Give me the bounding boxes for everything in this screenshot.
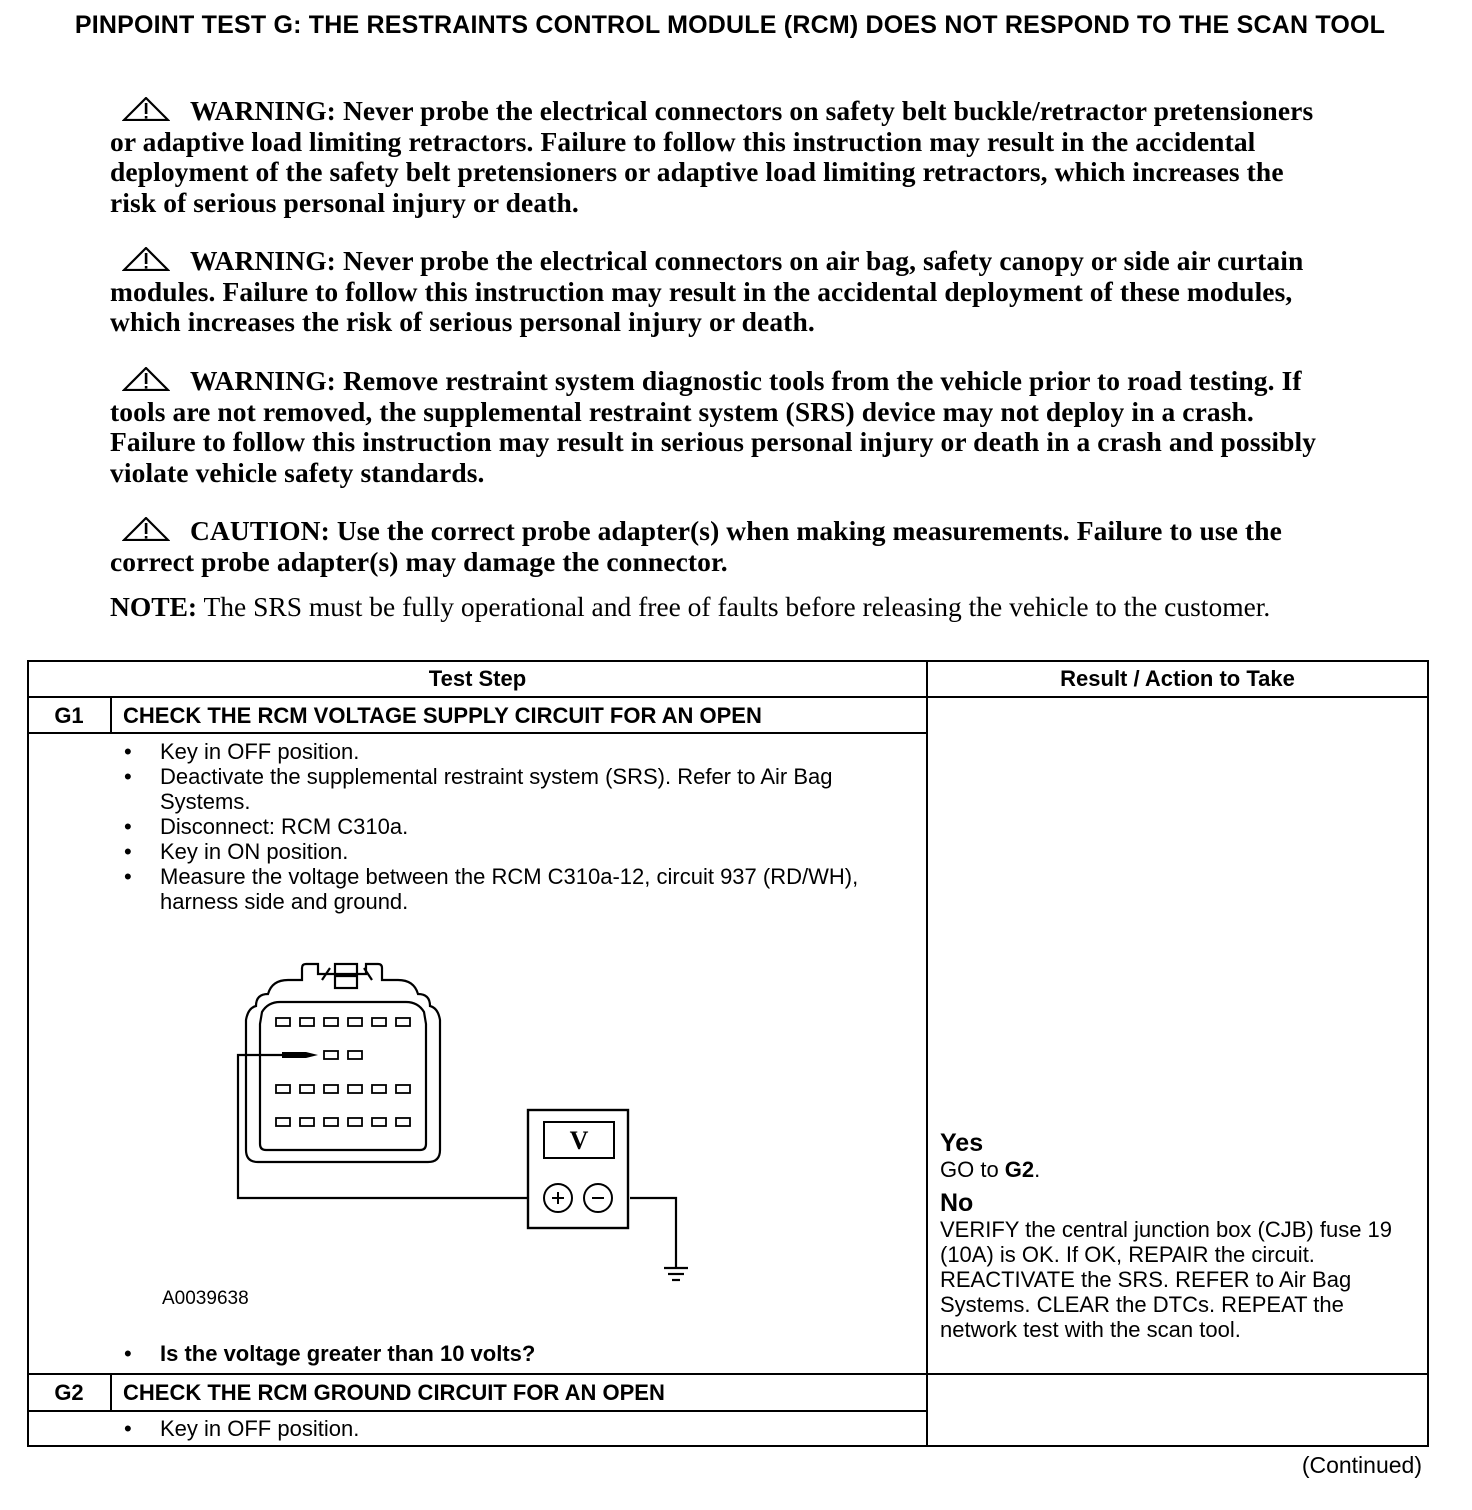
warning-label: WARNING: (190, 245, 336, 276)
note (110, 592, 1340, 623)
no-action: VERIFY the central junction box (CJB) fuse 19 (10A) is OK. If OK, REPAIR the circuit. REACTIVATE the SRS. REFER to Air Bag Systems. CLEAR the DTCs. REPEAT the network test with the scan tool. (940, 1217, 1393, 1342)
note-text: The SRS must be fully operational and free of faults before releasing the vehicle to the customer. (203, 591, 1271, 622)
meter-label: V (569, 1126, 589, 1155)
warning-triangle-icon (122, 367, 170, 391)
g1-question: • Is the voltage greater than 10 volts? (115, 1341, 535, 1367)
table-border (1427, 660, 1429, 1447)
column-divider (926, 660, 928, 1447)
yes-action-text: GO to (940, 1157, 1005, 1182)
voltmeter (528, 1110, 628, 1228)
step-title-g2: CHECK THE RCM GROUND CIRCUIT FOR AN OPEN (123, 1380, 665, 1405)
list-item: • Measure the voltage between the RCM C310a-12, circuit 937 (RD/WH), harness side and ground. (115, 864, 875, 914)
figure-id: A0039638 (162, 1288, 249, 1309)
warning-label: WARNING: (190, 95, 336, 126)
caution-text: Use the correct probe adapter(s) when making measurements. Failure to use the correct probe adapter(s) may damage the connector. (110, 515, 1282, 577)
table-border (27, 1445, 1429, 1447)
warning-triangle-icon (122, 247, 170, 271)
step-title-g1: CHECK THE RCM VOLTAGE SUPPLY CIRCUIT FOR AN OPEN (123, 703, 762, 728)
connector-pins (276, 1018, 410, 1126)
list-item: • Key in ON position. (115, 839, 875, 864)
g1-step-list (115, 739, 875, 914)
probe (282, 1052, 318, 1058)
warning-triangle-icon (122, 517, 170, 541)
list-item: • Key in OFF position. (115, 1416, 875, 1441)
g2-step-list (115, 1416, 875, 1441)
g1-result (940, 1130, 1420, 1342)
warning-3 (110, 366, 1335, 488)
header-test-step: Test Step (428, 666, 527, 691)
header-divider (27, 696, 1429, 698)
list-item: • Key in OFF position. (115, 739, 875, 764)
caution-label: CAUTION: (190, 515, 330, 546)
table-border (27, 660, 29, 1447)
warning-text: Never probe the electrical connectors on air bag, safety canopy or side air curtain modules. Failure to follow this instruction may result in the accidental deployment of these modules, which increases the risk of serious personal injury or death. (110, 245, 1304, 337)
no-label: No (940, 1189, 974, 1217)
warning-text: Remove restraint system diagnostic tools from the vehicle prior to road testing. If tools are not removed, the supplemental restraint system (SRS) device may not deploy in a crash. Failure to follow this instruction may result in serious personal injury or death in a crash and possibly violate vehicle safety standards. (110, 365, 1317, 488)
caution (110, 516, 1335, 577)
step-id-g2: G2 (54, 1380, 84, 1405)
list-item: • Disconnect: RCM C310a. (115, 814, 875, 839)
list-item: • Deactivate the supplemental restraint system (SRS). Refer to Air Bag Systems. (115, 764, 875, 814)
warning-2 (110, 246, 1335, 338)
connector-voltage-diagram (160, 950, 700, 1290)
warning-text: Never probe the electrical connectors on safety belt buckle/retractor pretensioners or adaptive load limiting retractors. Failure to follow this instruction may result in the accidental deployment of the safety belt pretensioners or adaptive load limiting retractors, which increases the risk of serious personal injury or death. (110, 95, 1314, 218)
yes-action (940, 1157, 1420, 1182)
row-divider (27, 1373, 1429, 1375)
page-title: PINPOINT TEST G: THE RESTRAINTS CONTROL MODULE (RCM) DOES NOT RESPOND TO THE SCAN TOOL (74, 11, 1386, 39)
yes-label: Yes (940, 1129, 984, 1157)
yes-action-suffix: . (1034, 1157, 1041, 1182)
note-label: NOTE: (110, 591, 198, 622)
warning-1 (110, 96, 1335, 218)
question-text: Is the voltage greater than 10 volts? (160, 1341, 536, 1366)
step-id-g1: G1 (54, 703, 84, 728)
connector-c310a (246, 964, 440, 1162)
row-divider (27, 1410, 927, 1412)
table-border (27, 660, 1429, 662)
yes-target: G2 (1004, 1157, 1035, 1182)
header-result: Result / Action to Take (1060, 666, 1295, 691)
warning-triangle-icon (122, 97, 170, 121)
ground-icon (664, 1268, 688, 1280)
continued-label: (Continued) (1301, 1452, 1422, 1478)
row-divider (27, 732, 927, 734)
warning-label: WARNING: (190, 365, 336, 396)
